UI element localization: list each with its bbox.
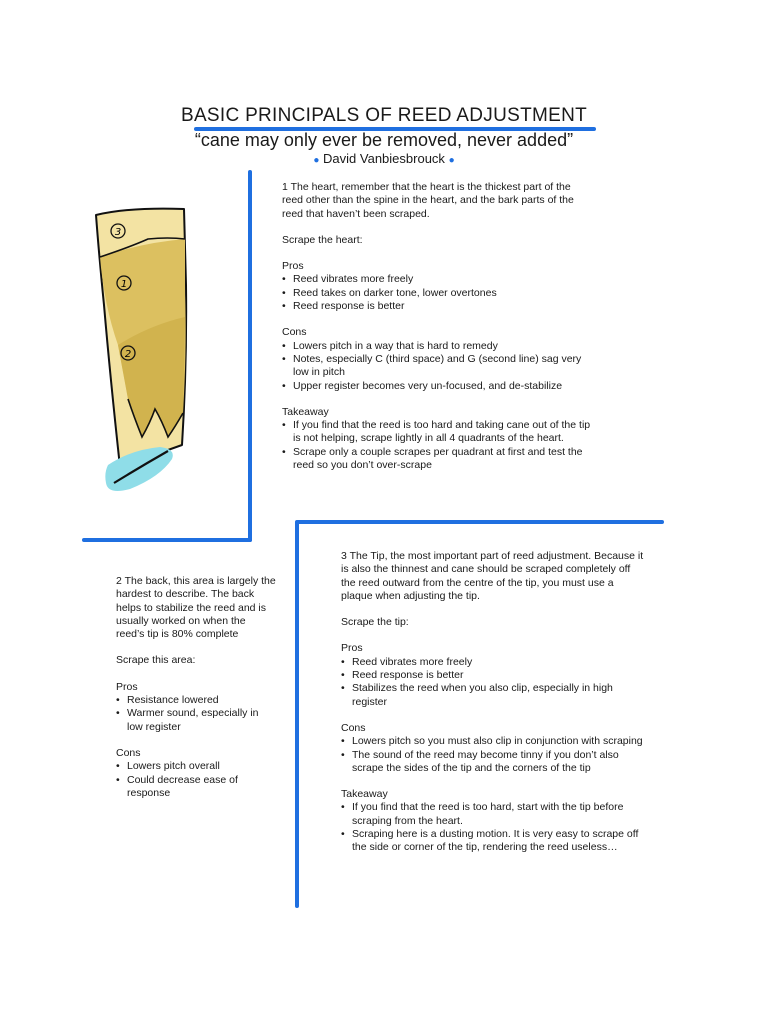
cons-label: Cons	[282, 326, 307, 339]
svg-text:2: 2	[124, 349, 132, 360]
list-item: • Stabilizes the reed when you also clip, especially in high register	[341, 682, 646, 709]
cons-list	[116, 760, 276, 800]
vertical-divider-top	[248, 170, 252, 542]
svg-text:1: 1	[120, 279, 128, 290]
pros-list	[282, 273, 592, 313]
list-item: • Warmer sound, especially in low register	[116, 707, 276, 734]
author-name: David Vanbiesbrouck	[323, 151, 445, 166]
takeaway-list	[282, 419, 592, 472]
vertical-divider-bottom	[295, 520, 299, 908]
cons-label: Cons	[116, 746, 141, 759]
section-intro: 1 The heart, remember that the heart is the thickest part of the reed other than the spine in the heart, and the bark parts of the reed that haven’t been scraped.	[282, 181, 574, 220]
takeaway-label: Takeaway	[282, 405, 329, 418]
horizontal-divider-right	[296, 520, 664, 524]
list-item: • Upper register becomes very un-focused, and de-stabilize	[282, 380, 592, 393]
list-item: • If you find that the reed is too hard and taking cane out of the tip is not helping, scrape lightly in all 4 quadrants of the heart.	[282, 419, 592, 446]
page-title: BASIC PRINCIPALS OF REED ADJUSTMENT	[180, 105, 588, 126]
section-back	[116, 575, 276, 813]
section-tip	[341, 550, 646, 868]
list-item: • Scraping here is a dusting motion. It is very easy to scrape off the side or corner of the tip, rendering the reed useless…	[341, 828, 646, 855]
pros-list	[116, 694, 276, 734]
reed-diagram	[90, 195, 190, 505]
list-item: • Lowers pitch overall	[116, 760, 276, 773]
list-item: • The sound of the reed may become tinny if you don’t also scrape the sides of the tip and the corners of the tip	[341, 749, 646, 776]
list-item: • Lowers pitch so you must also clip in conjunction with scraping	[341, 735, 646, 748]
list-item: • Reed vibrates more freely	[341, 656, 646, 669]
horizontal-divider-left	[82, 538, 252, 542]
svg-text:3: 3	[114, 227, 122, 238]
bullet-dot-icon: ●	[313, 155, 320, 166]
list-item: • Reed response is better	[341, 669, 646, 682]
section-action: Scrape the tip:	[341, 616, 409, 629]
section-action: Scrape this area:	[116, 654, 196, 667]
list-item: • Scrape only a couple scrapes per quadrant at first and test the reed so you don’t over-scrape	[282, 446, 592, 473]
cons-list	[282, 340, 592, 393]
quote: “cane may only ever be removed, never added”	[194, 130, 574, 150]
pros-list	[341, 656, 646, 709]
list-item: • If you find that the reed is too hard, start with the tip before scraping from the heart.	[341, 801, 646, 828]
cons-label: Cons	[341, 721, 366, 734]
pros-label: Pros	[341, 642, 363, 655]
list-item: • Reed vibrates more freely	[282, 273, 592, 286]
author-line	[0, 151, 768, 166]
list-item: • Lowers pitch in a way that is hard to remedy	[282, 340, 592, 353]
takeaway-list	[341, 801, 646, 854]
takeaway-label: Takeaway	[341, 788, 388, 801]
list-item: • Reed takes on darker tone, lower overtones	[282, 287, 592, 300]
list-item: • Reed response is better	[282, 300, 592, 313]
list-item: • Notes, especially C (third space) and G (second line) sag very low in pitch	[282, 353, 592, 380]
pros-label: Pros	[116, 680, 138, 693]
section-heart	[282, 181, 592, 485]
section-intro: 3 The Tip, the most important part of reed adjustment. Because it is also the thinnest and cane should be scraped completely off the reed outward from the centre of the tip, you must use a plaque when adjusting the tip.	[341, 550, 644, 602]
bullet-dot-icon: ●	[448, 155, 455, 166]
section-intro: 2 The back, this area is largely the hardest to describe. The back helps to stabilize the reed and is usually worked on when the reed’s tip is 80% complete	[116, 575, 276, 641]
list-item: • Resistance lowered	[116, 694, 276, 707]
pros-label: Pros	[282, 260, 304, 273]
section-action: Scrape the heart:	[282, 233, 363, 246]
list-item: • Could decrease ease of response	[116, 774, 276, 801]
cons-list	[341, 735, 646, 775]
